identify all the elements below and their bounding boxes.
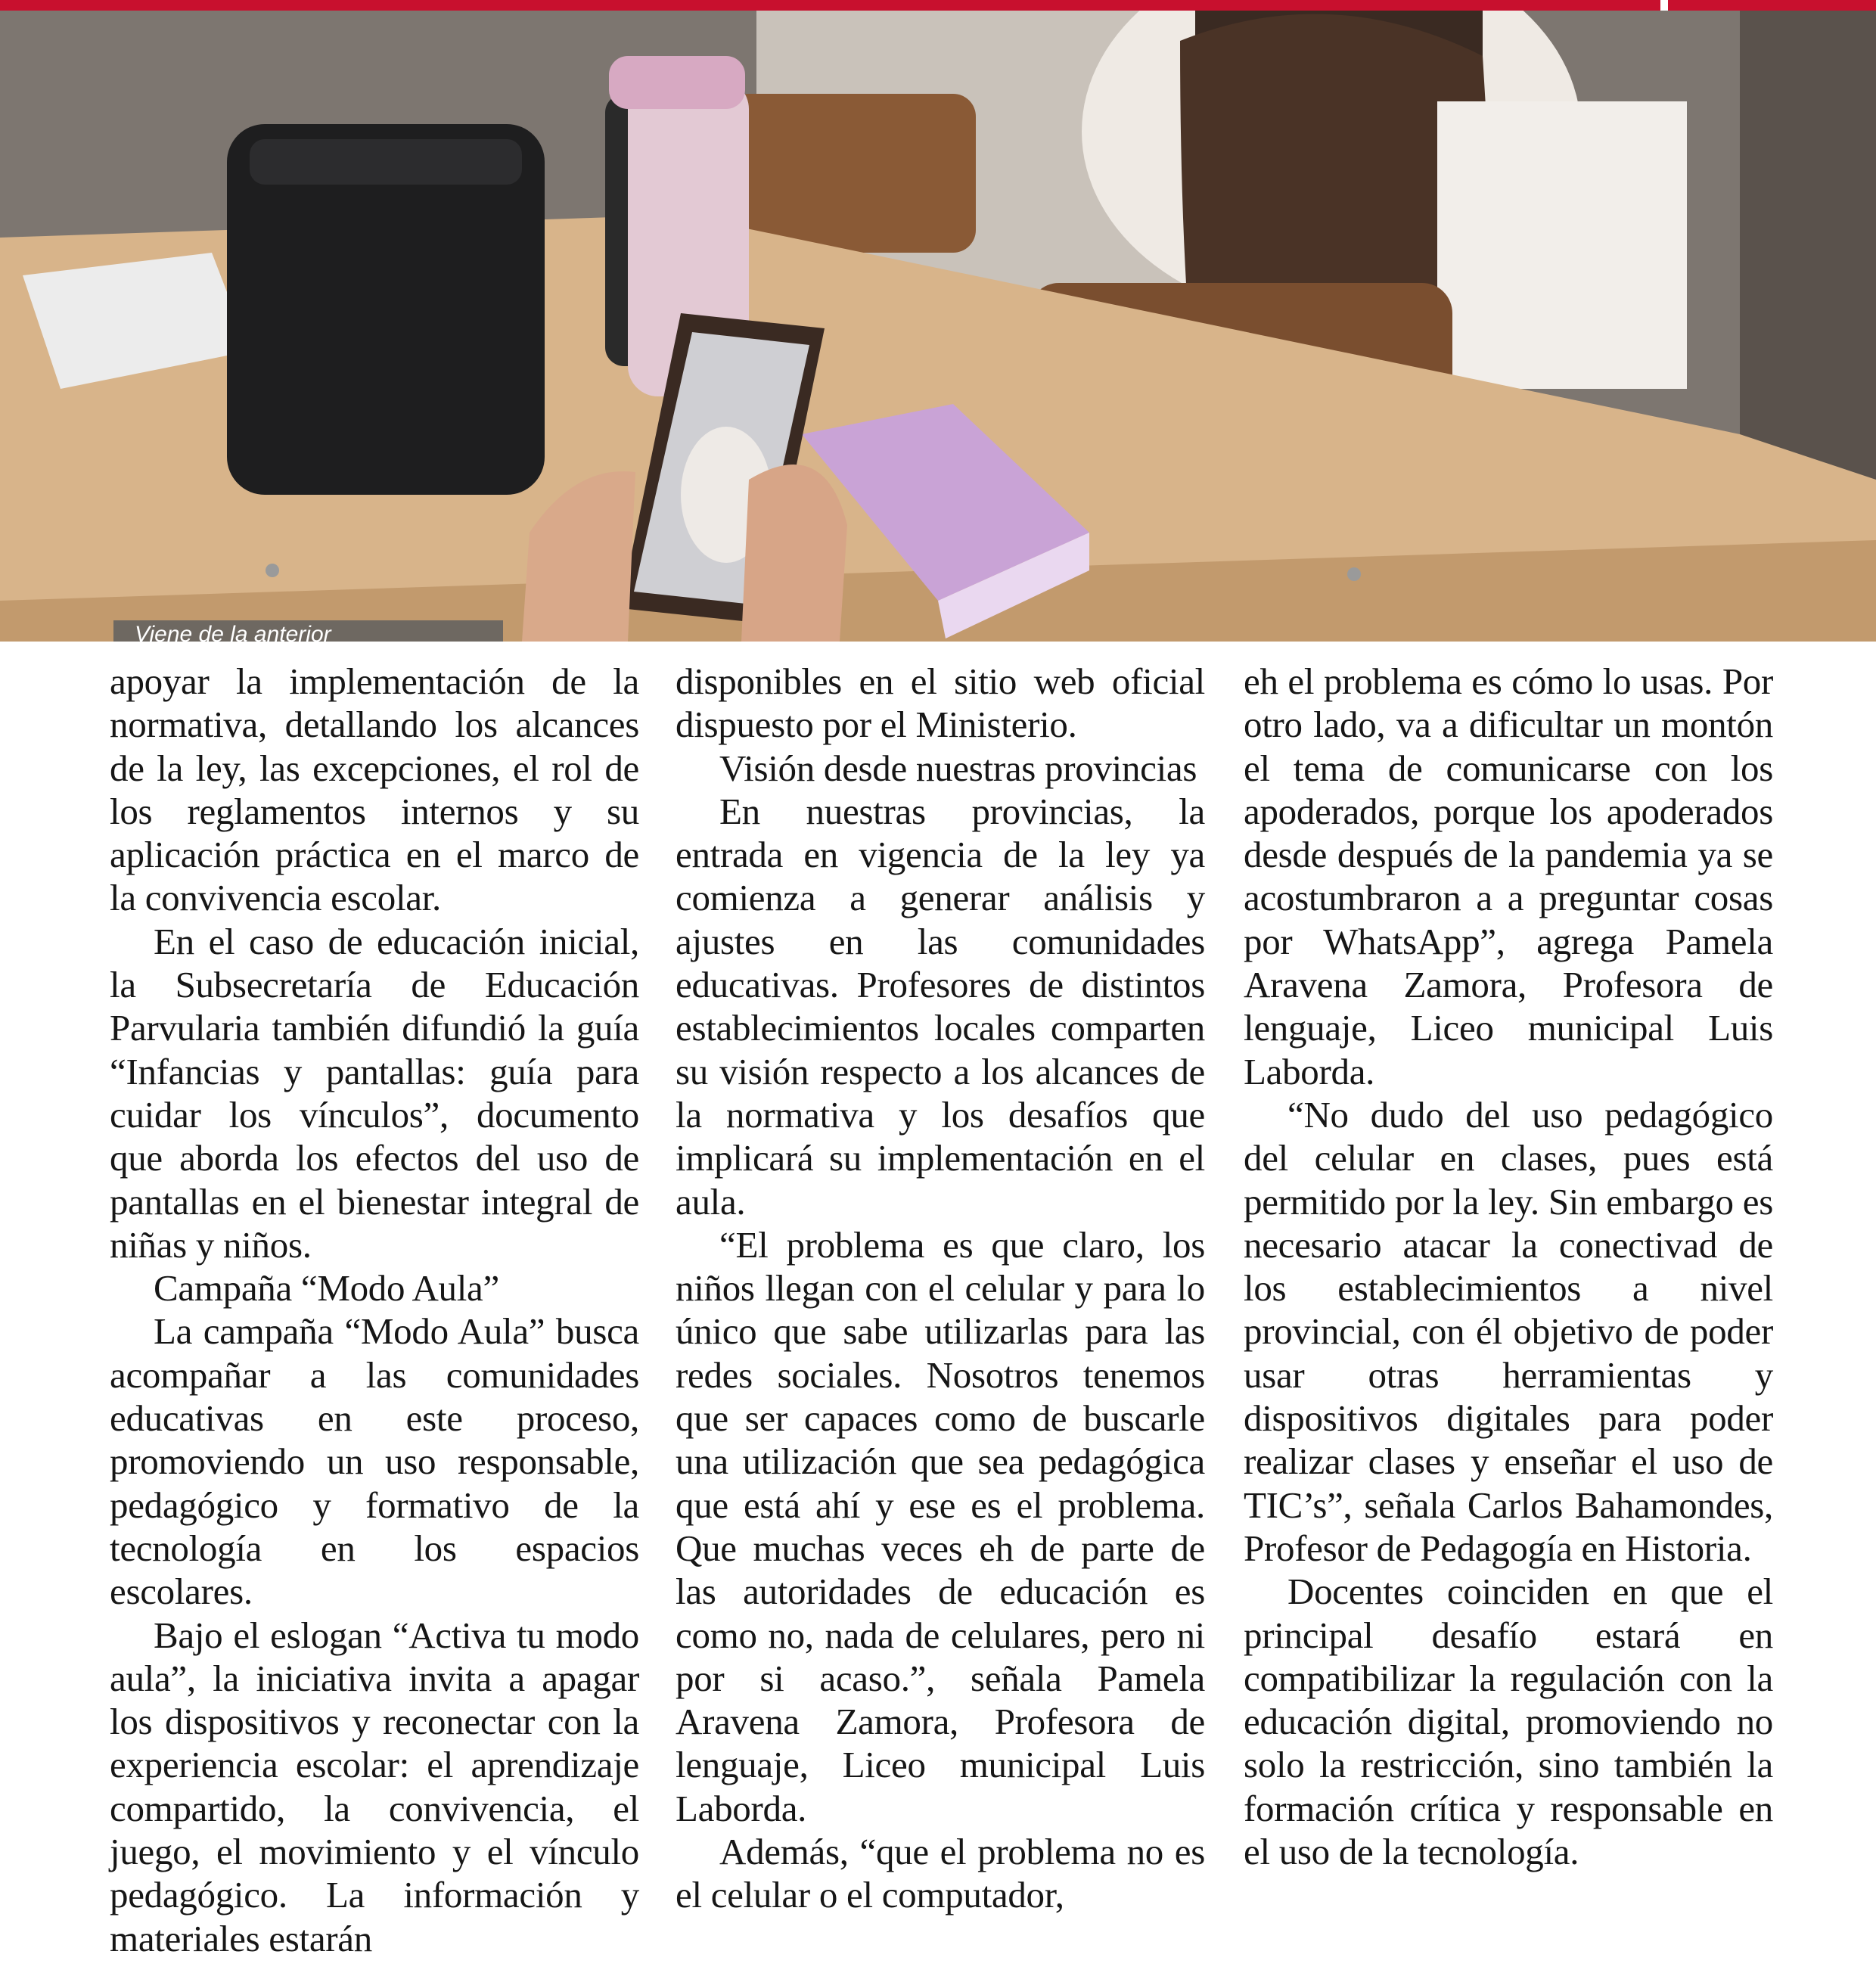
classroom-photo-illustration: [0, 11, 1876, 642]
paragraph: Docentes coinciden en que el principal desafío estará en compatibilizar la regulación con la educación digital, promoviendo no solo la restricción, sino también la formación crítica y responsable en el uso de la tecnología.: [1244, 1571, 1773, 1873]
paragraph: En nuestras provincias, la entrada en vigencia de la ley ya comienza a generar análisis y ajustes en las comunidades educativas. Profesores de distintos establecimientos locales comparten su visión respecto a los alcances de la normativa y los desafíos que implicará su implementación en el aula.: [676, 790, 1205, 1223]
paragraph: eh el problema es cómo lo usas. Por otro lado, va a dificultar un montón el tema de comunicarse con los apoderados, porque los apoderados desde después de la pandemia ya se acostumbraron a a preguntar cosas por WhatsApp”, agrega Pamela Aravena Zamora, Profesora de lenguaje, Liceo municipal Luis Laborda.: [1244, 660, 1773, 1092]
paragraph: La campaña “Modo Aula” busca acompañar a las comunidades educativas en este proceso, promoviendo un uso responsable, pedagógico y formativo de la tecnología en los espacios escolares.: [110, 1310, 639, 1613]
article-column-3: [1244, 660, 1773, 1965]
subheading: Campaña “Modo Aula”: [154, 1267, 499, 1310]
paragraph: apoyar la implementación de la normativa, detallando los alcances de la ley, las excepciones, el rol de los reglamentos internos y su aplicación práctica en el marco de la convivencia escolar.: [110, 660, 639, 919]
article-photo: [0, 11, 1876, 642]
paragraph: Bajo el eslogan “Activa tu modo aula”, la iniciativa invita a apagar los dispositivos y reconectar con la experiencia escolar: el aprendizaje compartido, la convivencia, el juego, el movimiento y el vínculo pedagógico. La información y materiales estarán: [110, 1614, 639, 1959]
top-accent-bar: [0, 0, 1876, 11]
article-column-2: [676, 660, 1205, 1965]
article-column-1: [110, 660, 639, 1965]
paragraph: “No dudo del uso pedagógico del celular en clases, pues está permitido por la ley. Sin embargo es necesario atacar la conectivad de los establecimientos a nivel provincial, con él objetivo de poder usar otras herramientas y dispositivos digitales para poder realizar clases y enseñar el uso de TIC’s”, señala Carlos Bahamondes, Profesor de Pedagogía en Historia.: [1244, 1093, 1773, 1569]
paragraph: En el caso de educación inicial, la Subsecretaría de Educación Parvularia también difundió la guía “Infancias y pantallas: guía para cuidar los vínculos”, documento que aborda los efectos del uso de pantallas en el bienestar integral de niñas y niños.: [110, 920, 639, 1266]
paragraph: “El problema es que claro, los niños llegan con el celular y para lo único que sabe utilizarlas para las redes sociales. Nosotros tenemos que ser capaces como de buscarle una utilización que sea pedagógica que está ahí y ese es el problema. Que muchas veces eh de parte de las autoridades de educación es como no, nada de celulares, pero ni por si acaso.”, señala Pamela Aravena Zamora, Profesora de lenguaje, Liceo municipal Luis Laborda.: [676, 1223, 1205, 1829]
subheading: Visión desde nuestras provincias: [719, 747, 1197, 789]
paragraph: disponibles en el sitio web oficial dispuesto por el Ministerio.: [676, 660, 1205, 746]
photo-caption: Viene de la anterior: [113, 620, 503, 642]
paragraph: Además, “que el problema no es el celular o el computador,: [676, 1831, 1205, 1916]
